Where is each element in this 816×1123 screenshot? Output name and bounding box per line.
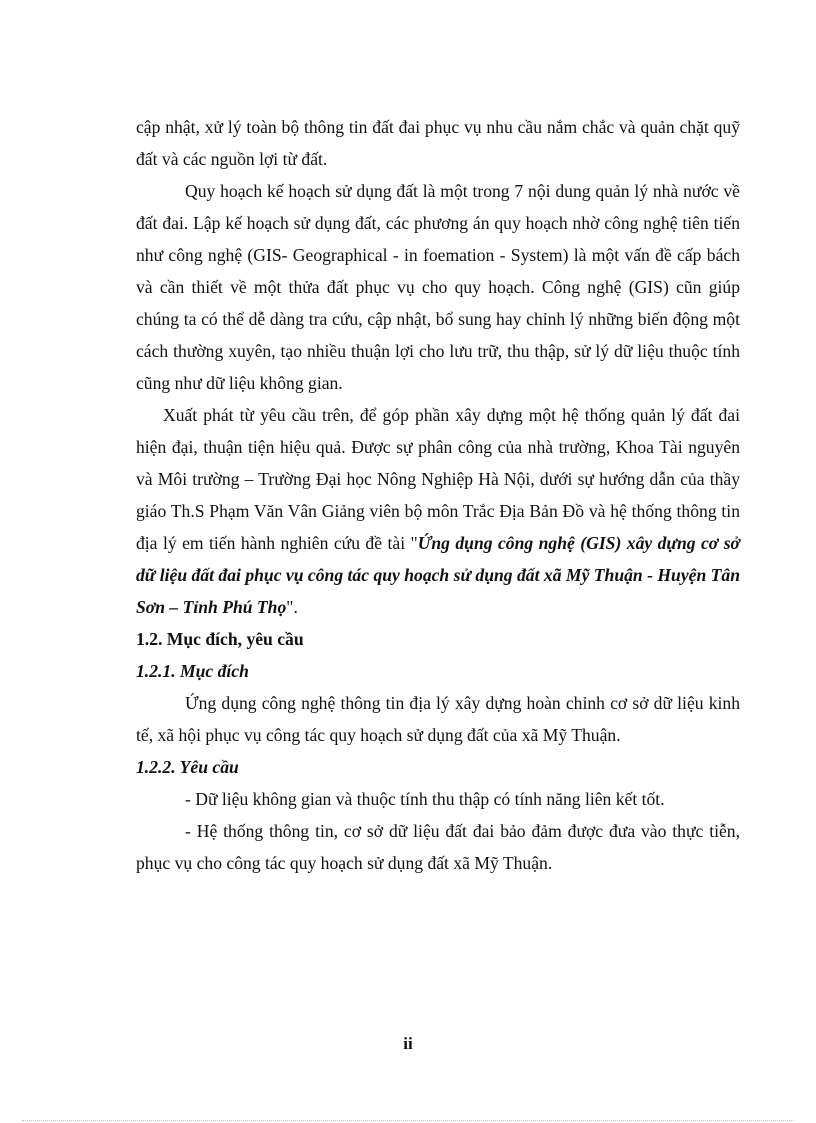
thesis-title: Ứng dụng công nghệ (GIS) xây dựng cơ sở dữ liệu đất đai phục vụ công tác quy hoạch sử dụng đất xã Mỹ Thuận - Huyện Tân Sơn – Tỉnh Phú Thọ (136, 533, 740, 617)
paragraph-land-planning: Quy hoạch kế hoạch sử dụng đất là một trong 7 nội dung quản lý nhà nước về đất đai. Lập kế hoạch sử dụng đất, các phương án quy hoạch nhờ công nghệ tiên tiến như công nghệ (GIS- Geographical - in foemation - System) là một vấn đề cấp bách và cần thiết về một thửa đất phục vụ cho quy hoạch. Công nghệ (GIS) cũn giúp chúng ta có thể dễ dàng tra cứu, cập nhật, bổ sung hay chỉnh lý những biến động một cách thường xuyên, tạo nhiều thuận lợi cho lưu trữ, thu thập, sử lý dữ liệu thuộc tính cũng như dữ liệu không gian. (136, 181, 740, 393)
paragraph-origin-text: Xuất phát từ yêu cầu trên, để góp phần xây dựng một hệ thống quản lý đất đai hiện đại, thuận tiện hiệu quả. Được sự phân công của nhà trường, Khoa Tài nguyên và Môi trường – Trường Đại học Nông Nghiệp Hà Nội, dưới sự hướng dẫn của thầy giáo Th.S Phạm Văn Vân Giảng viên bộ môn Trắc Địa Bản Đồ và hệ thống thông tin địa lý em tiến hành nghiên cứu đề tài " (136, 405, 740, 553)
requirement-item-2: - Hệ thống thông tin, cơ sở dữ liệu đất đai bảo đảm được đưa vào thực tiễn, phục vụ cho công tác quy hoạch sử dụng đất xã Mỹ Thuận. (136, 821, 740, 873)
page-bottom-divider (22, 1120, 794, 1121)
heading-purpose: 1.2.1. Mục đích (136, 661, 249, 681)
requirement-item-1: - Dữ liệu không gian và thuộc tính thu thập có tính năng liên kết tốt. (185, 789, 665, 809)
page-content (136, 111, 740, 879)
heading-requirements: 1.2.2. Yêu cầu (136, 757, 239, 777)
paragraph-origin-end: ". (286, 597, 298, 617)
paragraph-continuation: cập nhật, xử lý toàn bộ thông tin đất đai phục vụ nhu cầu nắm chắc và quản chặt quỹ đất và các nguồn lợi từ đất. (136, 117, 740, 169)
paragraph-purpose: Ứng dụng công nghệ thông tin địa lý xây dựng hoàn chỉnh cơ sở dữ liệu kinh tế, xã hội phục vụ công tác quy hoạch sử dụng đất của xã Mỹ Thuận. (136, 693, 740, 745)
heading-purpose-requirements: 1.2. Mục đích, yêu cầu (136, 629, 304, 649)
paragraph-origin (136, 399, 740, 623)
page-number: ii (403, 1034, 413, 1053)
